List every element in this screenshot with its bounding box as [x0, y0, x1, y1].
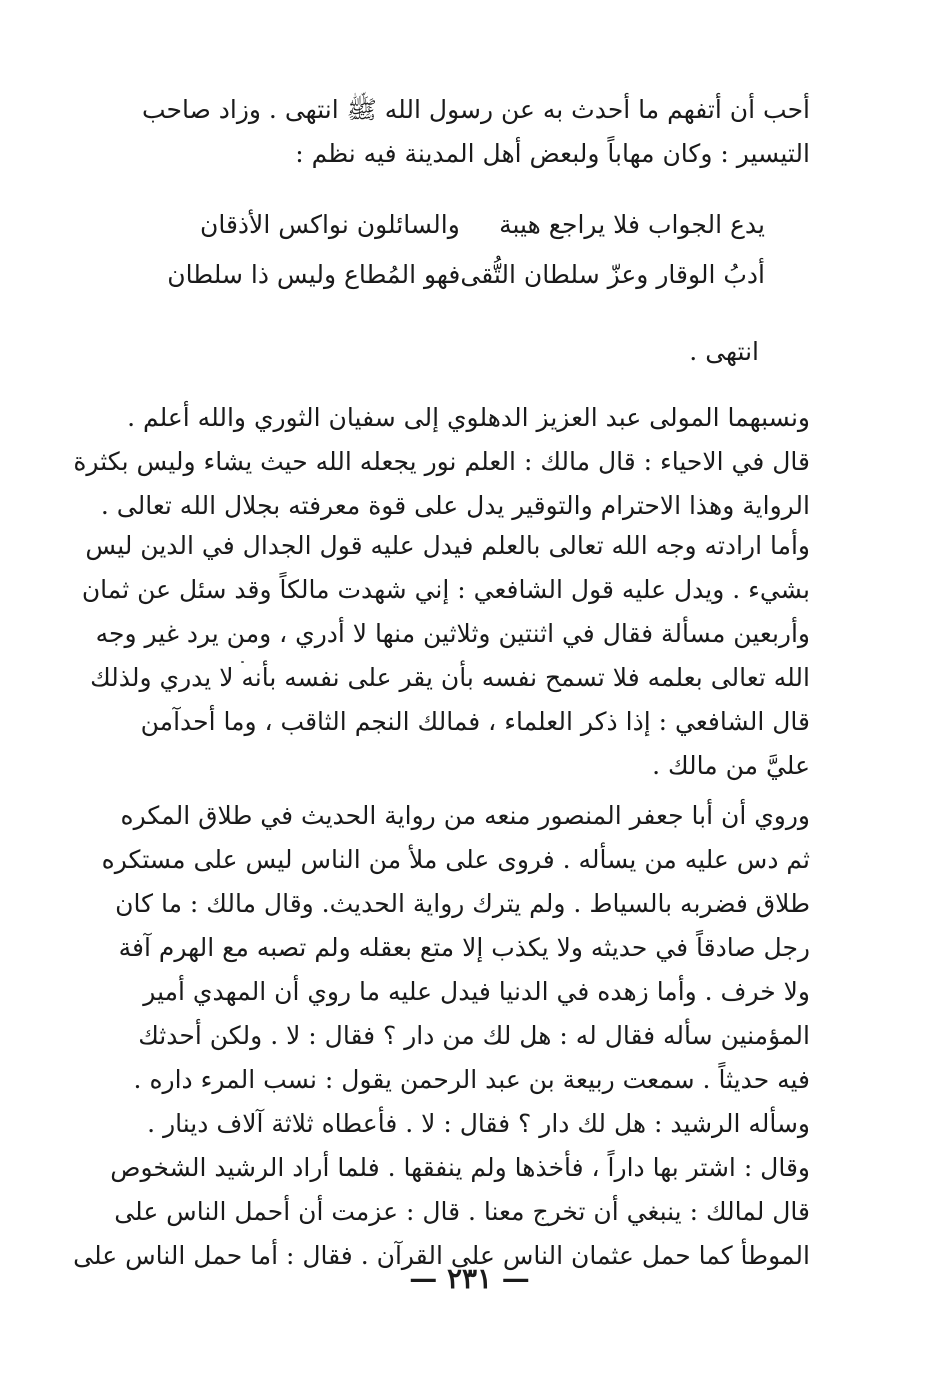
- text-line: وقال : اشتر بها داراً ، فأخذها ولم ينفقها . فلما أراد الرشيد الشخوص: [110, 1153, 810, 1182]
- text-line: وروي أن أبا جعفر المنصور منعه من رواية الحديث في طلاق المكره: [120, 801, 810, 830]
- text-line: فيه حديثاً . سمعت ربيعة بن عبد الرحمن يقول : نسب المرء داره .: [133, 1065, 810, 1094]
- paragraph-2: [73, 396, 810, 528]
- poem: [167, 200, 765, 300]
- text-line: قال لمالك : ينبغي أن تخرج معنا . قال : عزمت أن أحمل الناس على: [114, 1197, 810, 1226]
- verse-second-hemistich: والسائلون نواكس الأذقان: [200, 210, 460, 239]
- text-line: ولا خرف . وأما زهده في الدنيا فيدل عليه ما روي أن المهدي أمير: [143, 977, 810, 1006]
- text-line: المؤمنين سأله فقال له : هل لك من دار ؟ فقال : لا . ولكن أحدثك: [138, 1021, 810, 1050]
- verses-end-note: انتهى .: [689, 337, 759, 366]
- text-line: الرواية وهذا الاحترام والتوقير يدل على قوة معرفته بجلال الله تعالى .: [100, 491, 810, 520]
- text-line: بشيء . ويدل عليه قول الشافعي : إني شهدت مالكاً وقد سئل عن ثمان: [81, 575, 810, 604]
- text-line: قال الشافعي : إذا ذكر العلماء ، فمالك النجم الثاقب ، وما أحدآمن: [140, 707, 810, 736]
- paragraph-4: [73, 794, 810, 1278]
- text-line: وأما ارادته وجه الله تعالى بالعلم فيدل عليه قول الجدال في الدين ليس: [85, 531, 810, 560]
- text-line: قال في الاحياء : قال مالك : العلم نور يجعله الله حيث يشاء وليس بكثرة: [73, 447, 810, 476]
- verse-line: [167, 250, 765, 300]
- text-line: الموطأ كما حمل عثمان الناس على القرآن . فقال : أما حمل الناس على: [73, 1241, 810, 1270]
- verse-first-hemistich: يدع الجواب فلا يراجع هيبة: [499, 210, 765, 239]
- text-line: طلاق فضربه بالسياط . ولم يترك رواية الحديث. وقال مالك : ما كان: [115, 889, 810, 918]
- text-line: رجل صادقاً في حديثه ولا يكذب إلا متع بعقله ولم تصبه مع الهرم آفة: [118, 933, 810, 962]
- text-line: وسأله الرشيد : هل لك دار ؟ فقال : لا . فأعطاه ثلاثة آلاف دينار .: [147, 1109, 810, 1138]
- verse-first-hemistich: أدبُ الوقار وعزّ سلطان التُّقى: [460, 260, 765, 289]
- verse-second-hemistich: فهو المُطاع وليس ذا سلطان: [167, 260, 461, 289]
- text-line: وأربعين مسألة فقال في اثنتين وثلاثين منها لا أدري ، ومن يرد غير وجه: [95, 619, 810, 648]
- text-line: عليَّ من مالك .: [652, 751, 810, 780]
- verse-line: [200, 200, 765, 250]
- paragraph-3: [81, 524, 810, 788]
- page-number: — ٢٣١ —: [409, 1262, 530, 1295]
- paragraph-1: [141, 88, 810, 176]
- text-line: التيسير : وكان مهاباً ولبعض أهل المدينة فيه نظم :: [295, 139, 810, 168]
- scan-speck: [241, 661, 244, 663]
- text-line: الله تعالى بعلمه فلا تسمح نفسه بأن يقر على نفسه بأنه لا يدري ولذلك: [90, 663, 810, 692]
- text-line: أحب أن أتفهم ما أحدث به عن رسول الله ﷺ انتهى . وزاد صاحب: [141, 95, 810, 124]
- text-line: ونسبهما المولى عبد العزيز الدهلوي إلى سفيان الثوري والله أعلم .: [127, 403, 810, 432]
- text-line: ثم دس عليه من يسأله . فروى على ملأ من الناس ليس على مستكره: [101, 845, 810, 874]
